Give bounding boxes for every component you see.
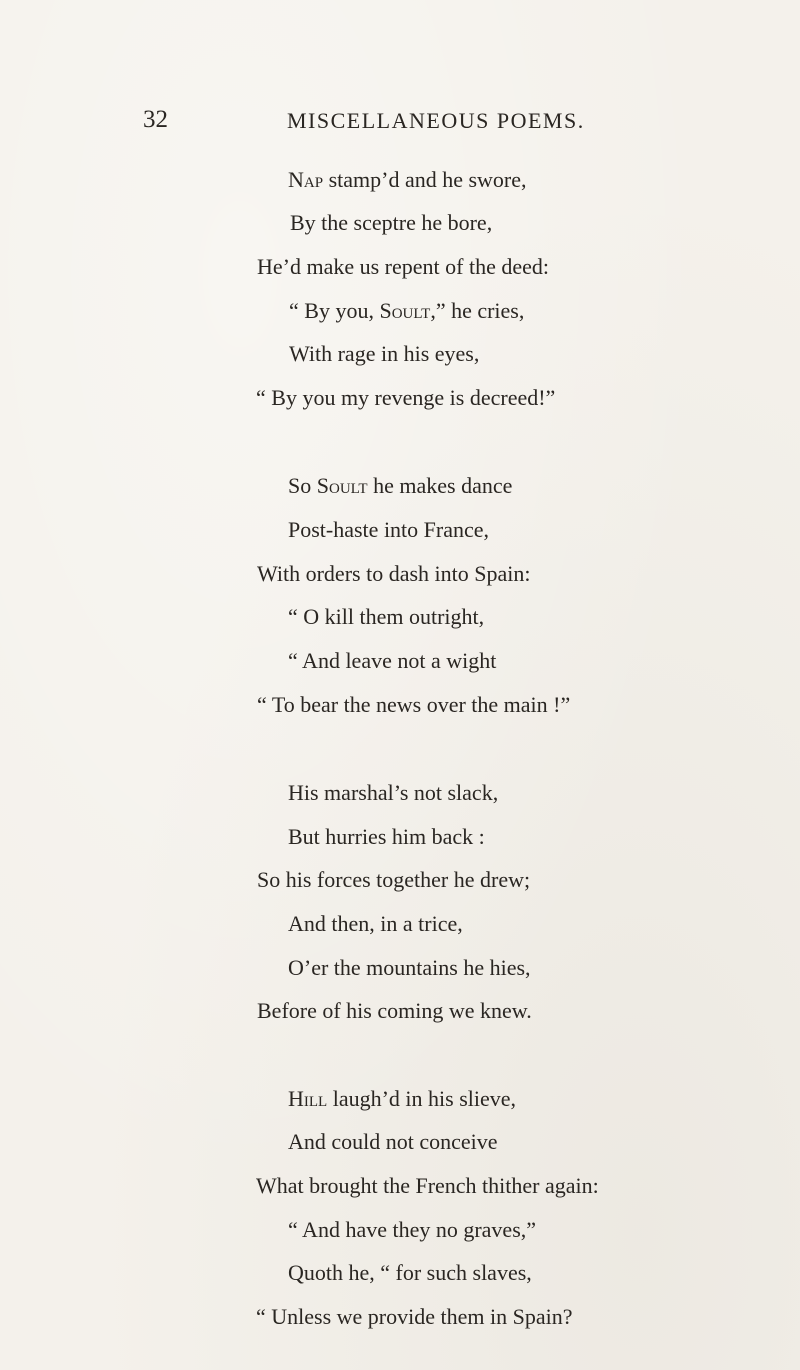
- poem-line: [288, 166, 527, 194]
- line-text: laugh’d in his slieve,: [327, 1086, 517, 1111]
- line-text: ,” he cries,: [430, 298, 525, 323]
- poem-line: “ To bear the news over the main !”: [257, 692, 571, 717]
- poem-line: O’er the mountains he hies,: [288, 955, 531, 980]
- poem-line: [289, 297, 524, 325]
- line-text: “ By you,: [289, 298, 380, 323]
- name-small-caps: Hill: [288, 1086, 328, 1111]
- poem-line: “ O kill them outright,: [288, 604, 485, 629]
- poem-line: His marshal’s not slack,: [288, 780, 499, 805]
- poem-line: [288, 1085, 516, 1113]
- name-small-caps: Soult: [379, 298, 431, 323]
- poem-line: “ By you my revenge is decreed!”: [256, 385, 556, 410]
- poem-line: With orders to dash into Spain:: [257, 561, 531, 586]
- poem-line: So his forces together he drew;: [257, 867, 531, 892]
- line-text: he makes dance: [367, 473, 513, 498]
- poem-line: By the sceptre he bore,: [290, 210, 493, 235]
- poem-line: “ And have they no graves,”: [288, 1217, 537, 1242]
- poem-line: “ Unless we provide them in Spain?: [256, 1304, 573, 1329]
- poem-line: Quoth he, “ for such slaves,: [288, 1260, 532, 1285]
- poem-line: [288, 472, 512, 500]
- poem-line: He’d make us repent of the deed:: [257, 254, 549, 279]
- poem-line: And then, in a trice,: [288, 911, 463, 936]
- line-text: So: [288, 473, 317, 498]
- poem-line: What brought the French thither again:: [256, 1173, 599, 1198]
- page-number: 32: [143, 106, 168, 133]
- running-head: MISCELLANEOUS POEMS.: [287, 108, 585, 133]
- poem-line: “ And leave not a wight: [288, 648, 497, 673]
- poem-line: With rage in his eyes,: [289, 341, 480, 366]
- poem-line: And could not conceive: [288, 1129, 498, 1154]
- line-text: stamp’d and he swore,: [323, 167, 527, 192]
- poem-line: Before of his coming we knew.: [257, 998, 532, 1023]
- name-small-caps: Nap: [288, 167, 324, 192]
- poem-line: Post-haste into France,: [288, 517, 490, 542]
- poem-line: But hurries him back :: [288, 824, 485, 849]
- name-small-caps: Soult: [316, 473, 368, 498]
